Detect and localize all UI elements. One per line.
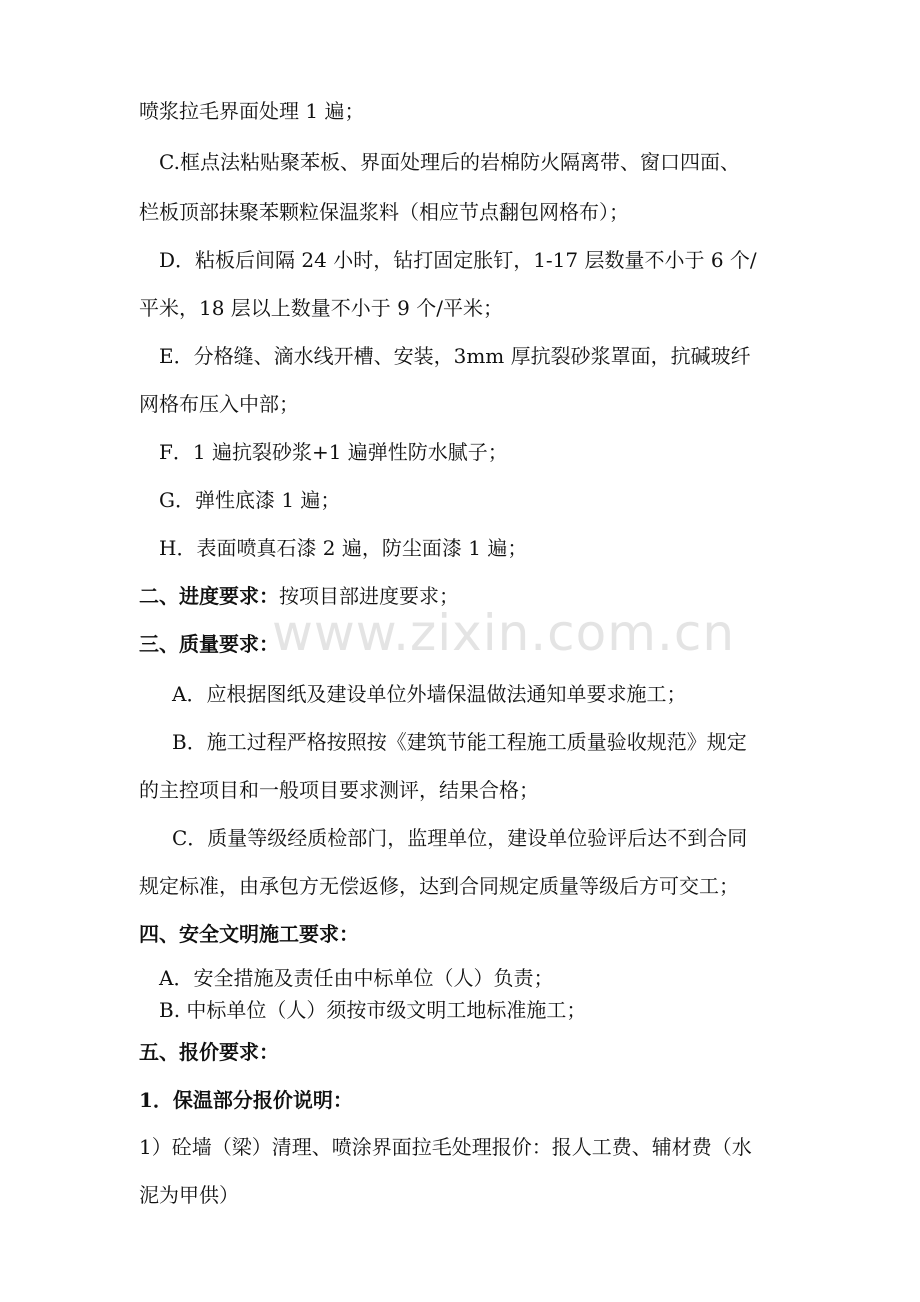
section-progress <box>139 582 459 610</box>
section-progress-text: 按项目部进度要求； <box>279 584 459 608</box>
quote-item-1-line-1: 1）砼墙（梁）清理、喷涂界面拉毛处理报价：报人工费、辅材费（水 <box>139 1135 752 1159</box>
item-g: G．弹性底漆 1 遍； <box>159 488 341 512</box>
item-c-line-2: 栏板顶部抹聚苯颗粒保温浆料（相应节点翻包网格布）； <box>139 200 629 224</box>
quote-item-1-line-2: 泥为甲供） <box>139 1183 239 1207</box>
safety-item-b: B. 中标单位（人）须按市级文明工地标准施工； <box>159 998 587 1022</box>
quality-item-c-line-2: 规定标准，由承包方无偿返修，达到合同规定质量等级后方可交工； <box>139 874 739 898</box>
item-e-line-1: E．分格缝、滴水线开槽、安装，3mm 厚抗裂砂浆罩面，抗碱玻纤 <box>159 344 751 368</box>
item-h: H．表面喷真石漆 2 遍，防尘面漆 1 遍； <box>159 536 528 560</box>
item-f: F．1 遍抗裂砂浆+1 遍弹性防水腻子； <box>159 440 508 464</box>
item-d-line-2: 平米，18 层以上数量不小于 9 个/平米； <box>139 296 503 320</box>
safety-item-a: A．安全措施及责任由中标单位（人）负责； <box>159 966 554 990</box>
section-progress-heading: 二、进度要求： <box>139 584 279 608</box>
quality-item-a: A．应根据图纸及建设单位外墙保温做法通知单要求施工； <box>172 682 687 706</box>
item-c-line-1: C.框点法粘贴聚苯板、界面处理后的岩棉防火隔离带、窗口四面、 <box>159 150 740 174</box>
quality-item-b-line-1: B．施工过程严格按照按《建筑节能工程施工质量验收规范》规定 <box>172 730 747 754</box>
watermark: www.zixin.com.cn <box>272 604 736 662</box>
text-line-1: 喷浆拉毛界面处理 1 遍； <box>139 99 365 123</box>
item-e-line-2: 网格布压入中部； <box>139 392 299 416</box>
section-quote-heading: 五、报价要求： <box>139 1040 279 1064</box>
quality-item-b-line-2: 的主控项目和一般项目要求测评，结果合格； <box>139 778 539 802</box>
section-quality-heading: 三、质量要求： <box>139 632 279 656</box>
quote-subheading-insulation: 1．保温部分报价说明： <box>139 1088 353 1112</box>
quality-item-c-line-1: C．质量等级经质检部门，监理单位，建设单位验评后达不到合同 <box>172 826 748 850</box>
section-safety-heading: 四、安全文明施工要求： <box>139 922 359 946</box>
item-d-line-1: D．粘板后间隔 24 小时，钻打固定胀钉，1-17 层数量不小于 6 个/ <box>159 248 757 272</box>
